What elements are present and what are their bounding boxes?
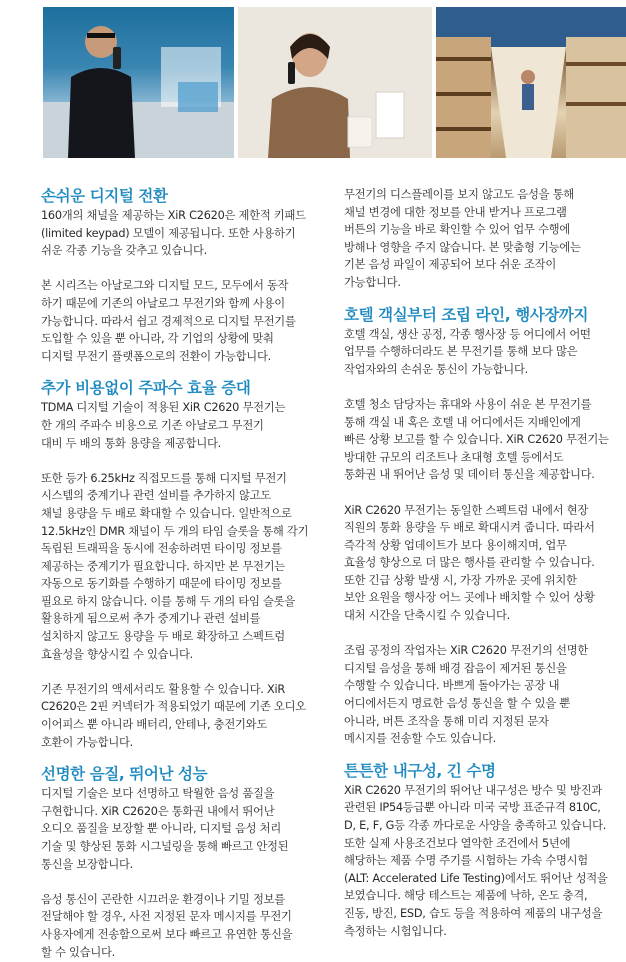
security-guard-photo — [43, 7, 234, 158]
text-line: 호환이 가능합니다. — [41, 735, 133, 749]
text-line: 버튼의 기능을 바로 확인할 수 있어 업무 수행에 — [344, 223, 570, 237]
text-line: 효율성을 향상시킬 수 있습니다. — [41, 647, 193, 661]
text-line: 독립된 트래픽을 동시에 전송하려면 타이밍 정보를 — [41, 542, 282, 556]
heading-durability: 튼튼한 내구성, 긴 수명 — [344, 761, 496, 780]
text-line: 하기 때문에 기존의 아날로그 무전기와 함께 사용이 — [41, 296, 285, 310]
text-line: 오디오 품질을 보장할 뿐 아니라, 디지털 음성 처리 — [41, 822, 281, 836]
heading-frequency-efficiency: 추가 비용없이 주파수 효율 증대 — [41, 379, 251, 398]
left-column — [41, 186, 329, 961]
text-line: 가능합니다. — [344, 275, 401, 289]
text-line: 기술 및 향상된 통화 시그널링을 통해 빠르고 안정된 — [41, 840, 289, 853]
text-line: 대처 시간을 단축시킬 수 있습니다. — [344, 609, 510, 623]
text-line: 무전기의 디스플레이를 보지 않고도 음성을 통해 — [344, 188, 574, 201]
text-line: 활용하게 됨으로써 추가 중계기나 관련 설비를 — [41, 612, 261, 626]
text-line: 측정하는 시험입니다. — [344, 924, 447, 938]
text-line: 이어피스 뿐 아니라 배터리, 안테나, 충전기와도 — [41, 718, 267, 732]
text-line: 해당하는 제품 수명 주기를 시험하는 가속 수명시험 — [344, 854, 588, 868]
heading-hotel-to-assembly: 호텔 객실부터 조립 라인, 행사장까지 — [344, 305, 589, 324]
text-line: 또한 긴급 상황 발생 시, 가장 가까운 곳에 위치한 — [344, 573, 577, 587]
text-line: 필요로 하지 않습니다. 이를 통해 두 개의 타임 슬롯을 — [41, 594, 295, 608]
text-line: (limited keypad) 모델이 제공됩니다. 또한 사용하기 — [41, 226, 296, 240]
text-line: D, E, F, G등 각종 까다로운 사양을 충족하고 있습니다. — [344, 819, 607, 832]
text-line: 메시지를 전송할 수도 있습니다. — [344, 732, 496, 746]
text-line: 본 시리즈는 아날로그와 디지털 모드, 모두에서 동작 — [41, 279, 289, 293]
text-line: 보였습니다. 해당 테스트는 제품에 낙하, 온도 충격, — [344, 889, 588, 903]
heading-digital-transition: 손쉬운 디지털 전환 — [41, 187, 168, 205]
text-line: 가능합니다. 따라서 쉽고 경제적으로 디지털 무전기를 — [41, 314, 296, 328]
text-line: 어디에서든지 명료한 음성 통신을 할 수 있을 뿐 — [344, 697, 570, 711]
text-line: 호텔 청소 담당자는 휴대와 사용이 쉬운 본 무전기를 — [344, 397, 592, 411]
text-line: 디지털 기술은 보다 선명하고 탁월한 음성 품질을 — [41, 787, 275, 801]
text-line: 호텔 객실, 생산 공정, 각종 행사장 등 어디에서 어떤 — [344, 327, 591, 341]
text-line: 통해 객실 내 혹은 호텔 내 어디에서든 지배인에게 — [344, 415, 581, 429]
text-line: 대비 두 배의 통화 용량을 제공합니다. — [41, 436, 221, 450]
text-line: 통화권 내 뛰어난 음성 및 데이터 통신을 제공합니다. — [344, 468, 595, 482]
text-line: 전달해야 할 경우, 사전 지정된 문자 메시지를 무전기 — [41, 910, 292, 924]
text-line: 음성 통신이 곤란한 시끄러운 환경이나 기밀 정보를 — [41, 892, 285, 906]
text-line: TDMA 디지털 기술이 적용된 XiR C2620 무전기는 — [41, 401, 286, 415]
text-line: 12.5kHz인 DMR 채널이 두 개의 타임 슬롯을 통해 각기 — [41, 524, 309, 538]
text-line: 빠른 상황 보고를 할 수 있습니다. XiR C2620 무전기는 — [344, 433, 609, 447]
text-line: 160개의 채널을 제공하는 XiR C2620은 제한적 키패드 — [41, 209, 306, 222]
warehouse-photo — [436, 7, 626, 158]
text-line: 설치하지 않고도 용량을 두 배로 확장하고 스펙트럼 — [41, 630, 285, 644]
text-line: 한 개의 주파수 비용으로 기존 아날로그 무전기 — [41, 418, 264, 432]
text-line: 디지털 무전기 플랫폼으로의 전환이 가능합니다. — [41, 349, 271, 363]
text-line: 보안 요원을 행사장 어느 곳에나 배치할 수 있어 상황 — [344, 591, 595, 605]
text-line: 자동으로 동기화를 수행하기 때문에 타이밍 정보를 — [41, 577, 282, 591]
text-line: 업무를 수행하더라도 본 무전기를 통해 보다 많은 — [344, 345, 578, 359]
text-line: 디지털 음성을 통해 배경 잡음이 제거된 통신을 — [344, 661, 567, 675]
text-line: 시스템의 중계기나 관련 설비를 추가하지 않고도 — [41, 489, 271, 503]
text-line: 진동, 방진, ESD, 습도 등을 적용하여 제품의 내구성을 — [344, 906, 603, 920]
right-column — [344, 186, 626, 940]
text-line: 도입할 수 있을 뿐 아니라, 각 기업의 상황에 맞춰 — [41, 332, 274, 346]
text-line: 작업자와의 손쉬운 통신이 가능합니다. — [344, 362, 528, 376]
text-line: 기존 무전기의 액세서리도 활용할 수 있습니다. XiR — [41, 682, 285, 696]
text-line: 할 수 있습니다. — [41, 945, 116, 959]
text-line: 채널 변경에 대한 정보를 안내 받거나 프로그램 — [344, 205, 567, 219]
text-line: 방해나 영향을 주지 않습니다. 본 맞춤형 기능에는 — [344, 240, 581, 254]
text-line: 통신을 보장합니다. — [41, 857, 133, 871]
text-line: 사용자에게 전송함으로써 보다 빠르고 유연한 통신을 — [41, 927, 293, 941]
text-line: 기본 음성 파일이 제공되어 보다 쉬운 조작이 — [344, 258, 556, 272]
text-line: XiR C2620 무전기의 뛰어난 내구성은 방수 및 방진과 — [344, 783, 603, 797]
text-line: 효율성 향상으로 더 많은 행사를 관리할 수 있습니다. — [344, 556, 595, 570]
text-line: 직원의 통화 용량을 두 배로 확대시켜 줍니다. 따라서 — [344, 521, 595, 535]
text-line: 또한 등가 6.25kHz 직접모드를 통해 디지털 무전기 — [41, 471, 287, 485]
text-line: 구현합니다. XiR C2620은 통화권 내에서 뛰어난 — [41, 804, 275, 818]
text-line: 채널 용량을 두 배로 확대할 수 있습니다. 일반적으로 — [41, 506, 292, 520]
photo-strip — [43, 7, 626, 158]
text-line: 또한 실제 사용조건보다 열악한 조건에서 5년에 — [344, 836, 571, 850]
hotel-staff-photo — [238, 7, 432, 158]
text-line: 아니라, 버튼 조작을 통해 미리 지정된 문자 — [344, 714, 549, 728]
text-line: 방대한 규모의 리조트나 초대형 호텔 등에서도 — [344, 450, 564, 464]
text-line: 관련된 IP54등급뿐 아니라 미국 국방 표준규격 810C, — [344, 801, 601, 815]
text-line: C2620은 2핀 커넥터가 적용되었기 때문에 기존 오디오 — [41, 700, 306, 714]
text-line: 쉬운 각종 기능을 갖추고 있습니다. — [41, 244, 207, 258]
text-line: XiR C2620 무전기는 동일한 스펙트럼 내에서 현장 — [344, 503, 589, 517]
text-line: (ALT: Accelerated Life Testing)에서도 뛰어난 성적을 — [344, 871, 608, 885]
text-line: 제공하는 중계기가 필요합니다. 하지만 본 무전기는 — [41, 559, 285, 573]
text-line: 조립 공정의 작업자는 XiR C2620 무전기의 선명한 — [344, 644, 589, 658]
heading-clear-audio: 선명한 음질, 뛰어난 성능 — [41, 765, 208, 784]
text-line: 수행할 수 있습니다. 바쁘게 돌아가는 공장 내 — [344, 679, 560, 693]
text-line: 즉각적 상황 업데이트가 보다 용이해지며, 업무 — [344, 538, 567, 552]
